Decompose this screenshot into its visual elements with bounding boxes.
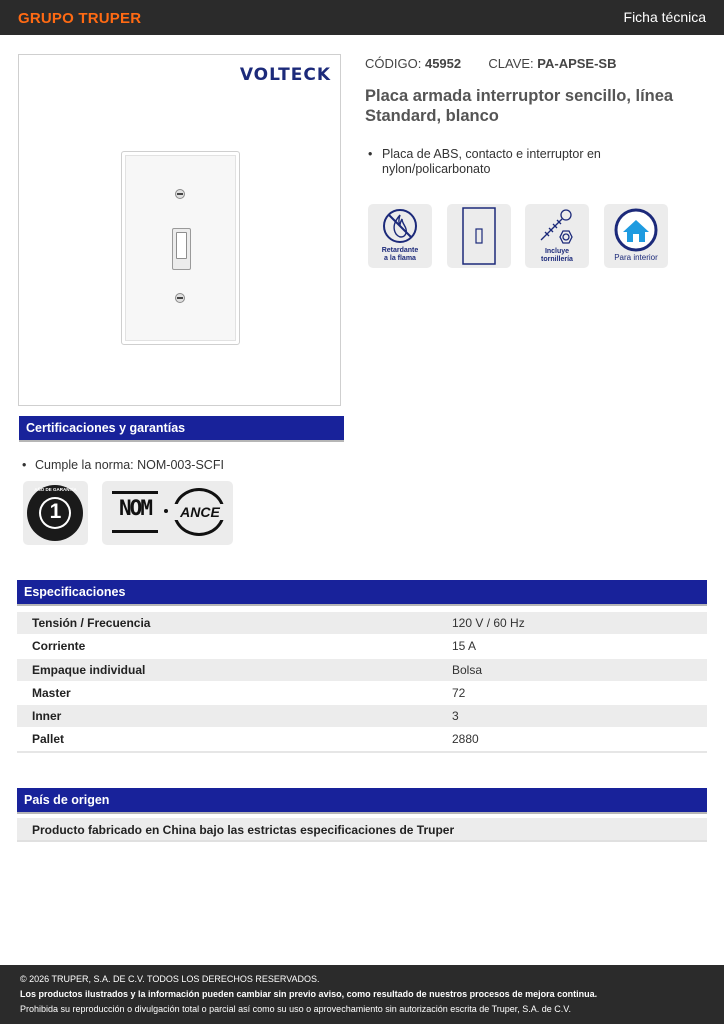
product-image-box: [18, 54, 341, 406]
document-type: Ficha técnica: [623, 9, 706, 25]
separator-dot: [164, 509, 168, 513]
feature-label-3b: tornillería: [541, 256, 573, 263]
spec-value: 72: [452, 685, 466, 700]
code-label: CÓDIGO:: [365, 56, 422, 71]
volteck-logo: VOLTECK: [239, 65, 331, 85]
spec-label: Inner: [32, 709, 62, 724]
table-row: [17, 635, 707, 658]
origin-text: Producto fabricado en China bajo las estrictas especificaciones de Truper: [32, 823, 455, 837]
indoor-feature: [604, 204, 668, 268]
product-description: • Placa de ABS, contacto e interruptor en nylon/policarbonato: [368, 147, 648, 177]
certifications-heading-bar: [19, 416, 344, 440]
spec-label: Tensión / Frecuencia: [32, 616, 151, 630]
table-divider: [17, 751, 707, 753]
specifications-heading-bar: [17, 580, 707, 604]
code-value: 45952: [424, 56, 462, 71]
table-row: [17, 682, 707, 705]
footer: [0, 965, 724, 1024]
switch-plate-image: [121, 151, 240, 345]
spec-value: Bolsa: [452, 662, 483, 677]
warranty-years: 1: [49, 500, 62, 523]
screw-top: [175, 189, 185, 199]
table-row: [17, 705, 707, 728]
spec-label: Corriente: [32, 639, 86, 654]
ance-logo: ANCE: [172, 504, 228, 520]
feature-label-1a: Retardante: [381, 247, 419, 254]
spec-value: 2880: [452, 732, 479, 747]
spec-value: 3: [452, 709, 459, 724]
origin-row: [17, 818, 707, 842]
top-bar: [0, 0, 724, 35]
feature-label-3a: Incluye: [544, 248, 570, 255]
specifications-table: [17, 612, 707, 752]
product-codes: [365, 56, 617, 71]
spec-value: 15 A: [452, 639, 477, 654]
table-row: [17, 612, 707, 635]
table-row: [17, 659, 707, 682]
footer-prohibition: Prohibida su reproducción o divulgación total o parcial así como su uso o aprovechamiento sin autorización escrita de Truper, S.A. de C.V.: [20, 1004, 571, 1014]
footer-copyright: © 2026 TRUPER, S.A. DE C.V. TODOS LOS DERECHOS RESERVADOS.: [20, 974, 320, 984]
nom-logo: NOM: [119, 496, 151, 520]
toggle-switch: [172, 228, 191, 270]
specifications-heading: Especificaciones: [24, 585, 126, 599]
footer-notice: Los productos ilustrados y la información pueden cambiar sin previo aviso, como resultado de nuestros procesos de mejora continua.: [20, 989, 598, 999]
warranty-badge: [23, 481, 88, 545]
spec-value: 120 V / 60 Hz: [452, 616, 525, 630]
wall-plate-icon: [447, 204, 511, 268]
key-label: CLAVE:: [488, 56, 534, 71]
certifications-heading: Certificaciones y garantías: [26, 421, 186, 435]
key-value: PA-APSE-SB: [537, 56, 617, 71]
spec-label: Empaque individual: [32, 662, 146, 677]
flame-retardant-feature: [368, 204, 432, 268]
feature-label-1b: a la flama: [384, 255, 416, 262]
product-title: Placa armada interruptor sencillo, línea Standard, blanco: [365, 87, 674, 125]
nom-ance-badge: [102, 481, 233, 545]
norm-compliance: • Cumple la norma: NOM-003-SCFI: [22, 458, 224, 472]
plate-feature: [447, 204, 511, 268]
origin-heading-bar: [17, 788, 707, 812]
table-row: [17, 728, 707, 751]
screw-bottom: [175, 293, 185, 303]
feature-label-4: Para interior: [614, 253, 658, 262]
spec-label: Pallet: [32, 732, 65, 747]
screws-feature: [525, 204, 589, 268]
toggle-lever: [176, 232, 187, 259]
warranty-text: AÑO DE GARANTÍA: [34, 487, 77, 492]
spec-label: Master: [32, 685, 71, 700]
brand-logo: GRUPO TRUPER: [18, 10, 142, 27]
origin-heading: País de origen: [24, 793, 110, 807]
